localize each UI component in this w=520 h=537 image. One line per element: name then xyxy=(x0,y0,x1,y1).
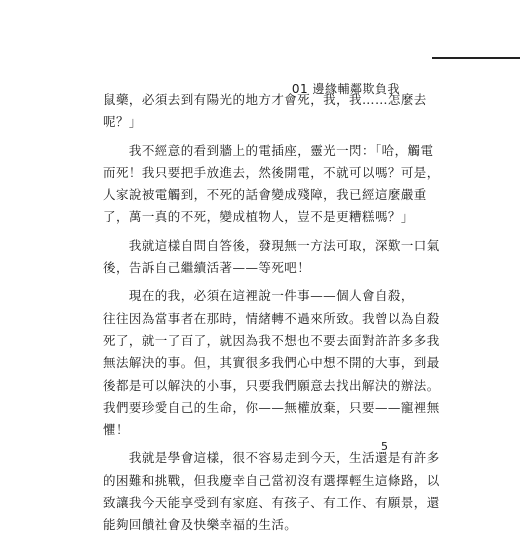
paragraph xyxy=(103,447,440,536)
text-line: 我就是學會這樣，很不容易走到今天，生活還是有許多 xyxy=(103,450,440,466)
text-line: 的困難和挑戰，但我慶幸自己當初沒有選擇輕生這條路，以 xyxy=(103,472,440,488)
paragraph xyxy=(103,235,440,280)
text-line: 我就這樣自問自答後，發現無一方法可取，深歎一口氣 xyxy=(103,237,440,253)
text-line: 我們要珍愛自己的生命，你——無權放棄，只要——寵裡無 xyxy=(103,399,440,415)
text-line: 人家說被電觸到，不死的話會變成殘障，我已經這麼嚴重 xyxy=(103,187,427,203)
page-number: 5 xyxy=(381,440,388,453)
text-line: 後，告訴自己繼續活著——等死吧！ xyxy=(103,260,311,276)
header-rule xyxy=(432,57,520,59)
text-line: 死了，就一了百了，就因為我不想也不要去面對許許多多我 xyxy=(103,332,440,348)
text-line: 呢？」 xyxy=(103,114,142,130)
text-line: 現在的我，必須在這裡說一件事——個人會自殺， xyxy=(103,288,414,304)
text-line: 能夠回饋社會及快樂幸福的生活。 xyxy=(103,517,298,533)
text-line: 後都是可以解決的小事，只要我們願意去找出解決的辦法。 xyxy=(103,377,440,393)
text-line: 懼！ xyxy=(103,422,129,438)
running-header xyxy=(0,38,520,96)
paragraph xyxy=(103,140,440,229)
text-line: 致讓我今天能享受到有家庭、有孩子、有工作、有願景，還 xyxy=(103,495,440,511)
text-line: 了，萬一真的不死，變成植物人，豈不是更糟糕嗎？」 xyxy=(103,209,414,225)
text-line: 鼠藥，必須去到有陽光的地方才會死，我，我……怎麼去 xyxy=(103,92,427,107)
running-title: 01 邊緣輔鄰欺負我 xyxy=(291,82,400,96)
text-line: 我不經意的看到牆上的電插座，靈光一閃：「哈，觸電 xyxy=(103,142,434,158)
text-line: 無法解決的事。但，其實很多我們心中想不開的大事，到最 xyxy=(103,355,440,371)
paragraph xyxy=(103,285,440,441)
text-line: 往往因為當事者在那時，情緒轉不過來所致。我曾以為自殺 xyxy=(103,310,440,326)
text-line: 而死！我只要把手放進去，然後開電，不就可以嗎？可是， xyxy=(103,164,440,180)
